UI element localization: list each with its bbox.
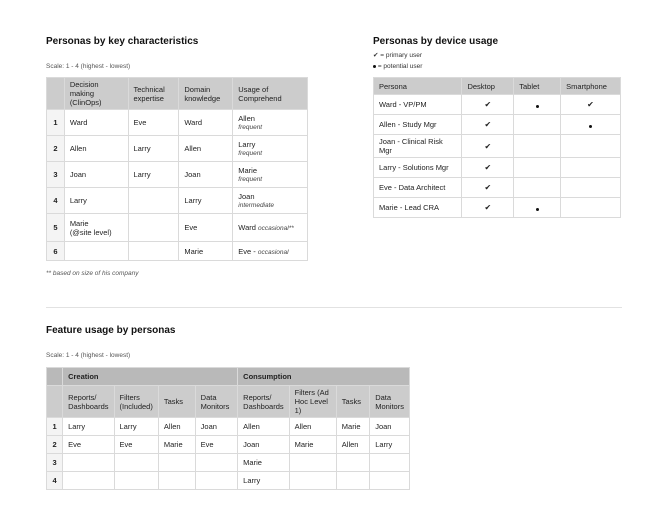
table-row (374, 198, 621, 218)
section-divider (46, 307, 622, 308)
check-icon: ✔ (373, 52, 379, 59)
table-row: 1 Ward Eve Ward Allen frequent (47, 110, 308, 136)
check-icon: ✔ (484, 141, 492, 151)
table-row: 1 Larry Larry Allen Joan Allen Allen Marie Joan (47, 418, 410, 436)
table-row: 3 Marie (47, 454, 410, 472)
table-row (374, 115, 621, 135)
scale-note: Scale: 1 - 4 (highest - lowest) (46, 63, 131, 70)
col-header-create-reports: Reports/ Dashboards (63, 386, 114, 418)
device-table (373, 77, 621, 218)
table-row: 5 Marie (@site level) Eve Ward occasional** (47, 214, 308, 242)
col-header-consume-filters: Filters (Ad Hoc Level 1) (289, 386, 336, 418)
col-header-technical: Technical expertise (128, 78, 179, 110)
table-row: 2 Eve Eve Marie Eve Joan Marie Allen Larry (47, 436, 410, 454)
col-header-persona: Persona (374, 78, 462, 95)
col-header-create-monitors: Data Monitors (195, 386, 238, 418)
dot-icon (536, 208, 539, 211)
check-icon: ✔ (484, 203, 492, 212)
feature-usage-title: Feature usage by personas (46, 325, 176, 336)
legend-potential: = potential user (373, 63, 422, 70)
check-icon: ✔ (587, 100, 594, 109)
table-row (374, 178, 621, 198)
table-row: 2 Allen Larry Allen Larry frequent (47, 136, 308, 162)
table-row: 4 Larry (47, 472, 410, 490)
dot-icon (536, 105, 539, 108)
table-row (374, 135, 621, 158)
persona-cell: Eve - Data Architect (374, 178, 462, 198)
feature-table (46, 367, 410, 490)
table-row: 4 Larry Larry Joan intermediate (47, 188, 308, 214)
scale-note-2: Scale: 1 - 4 (highest - lowest) (46, 352, 131, 359)
row-number-header (47, 78, 65, 110)
dot-icon (589, 125, 592, 128)
col-header-consume-reports: Reports/ Dashboards (238, 386, 289, 418)
col-header-smartphone: Smartphone (561, 78, 621, 95)
group-creation: Creation (63, 368, 238, 386)
personas-characteristics-title: Personas by key characteristics (46, 36, 199, 47)
persona-cell: Joan - Clinical Risk Mgr (374, 135, 462, 158)
dot-icon (373, 65, 376, 68)
table-row (374, 95, 621, 115)
group-consumption: Consumption (238, 368, 410, 386)
check-icon: ✔ (484, 100, 492, 109)
table-row: 6 Marie Eve - occasional (47, 242, 308, 261)
footnote: ** based on size of his company (46, 270, 139, 277)
table-row: 3 Joan Larry Joan Marie frequent (47, 162, 308, 188)
legend-primary: ✔ = primary user (373, 52, 422, 59)
col-header-create-filters: Filters (Included) (114, 386, 158, 418)
col-header-domain: Domain knowledge (179, 78, 233, 110)
col-header-create-tasks: Tasks (158, 386, 195, 418)
persona-cell: Ward - VP/PM (374, 95, 462, 115)
table-row (374, 158, 621, 178)
persona-cell: Larry - Solutions Mgr (374, 158, 462, 178)
col-header-decision: Decision making (ClinOps) (64, 78, 128, 110)
characteristics-table (46, 77, 308, 261)
col-header-usage: Usage of Comprehend (233, 78, 308, 110)
col-header-desktop: Desktop (462, 78, 514, 95)
check-icon: ✔ (484, 120, 492, 129)
col-header-consume-monitors: Data Monitors (370, 386, 410, 418)
check-icon: ✔ (484, 163, 492, 172)
persona-cell: Allen - Study Mgr (374, 115, 462, 135)
device-usage-title: Personas by device usage (373, 36, 499, 47)
col-header-consume-tasks: Tasks (336, 386, 369, 418)
check-icon: ✔ (484, 183, 492, 192)
col-header-tablet: Tablet (514, 78, 561, 95)
persona-cell: Marie - Lead CRA (374, 198, 462, 218)
